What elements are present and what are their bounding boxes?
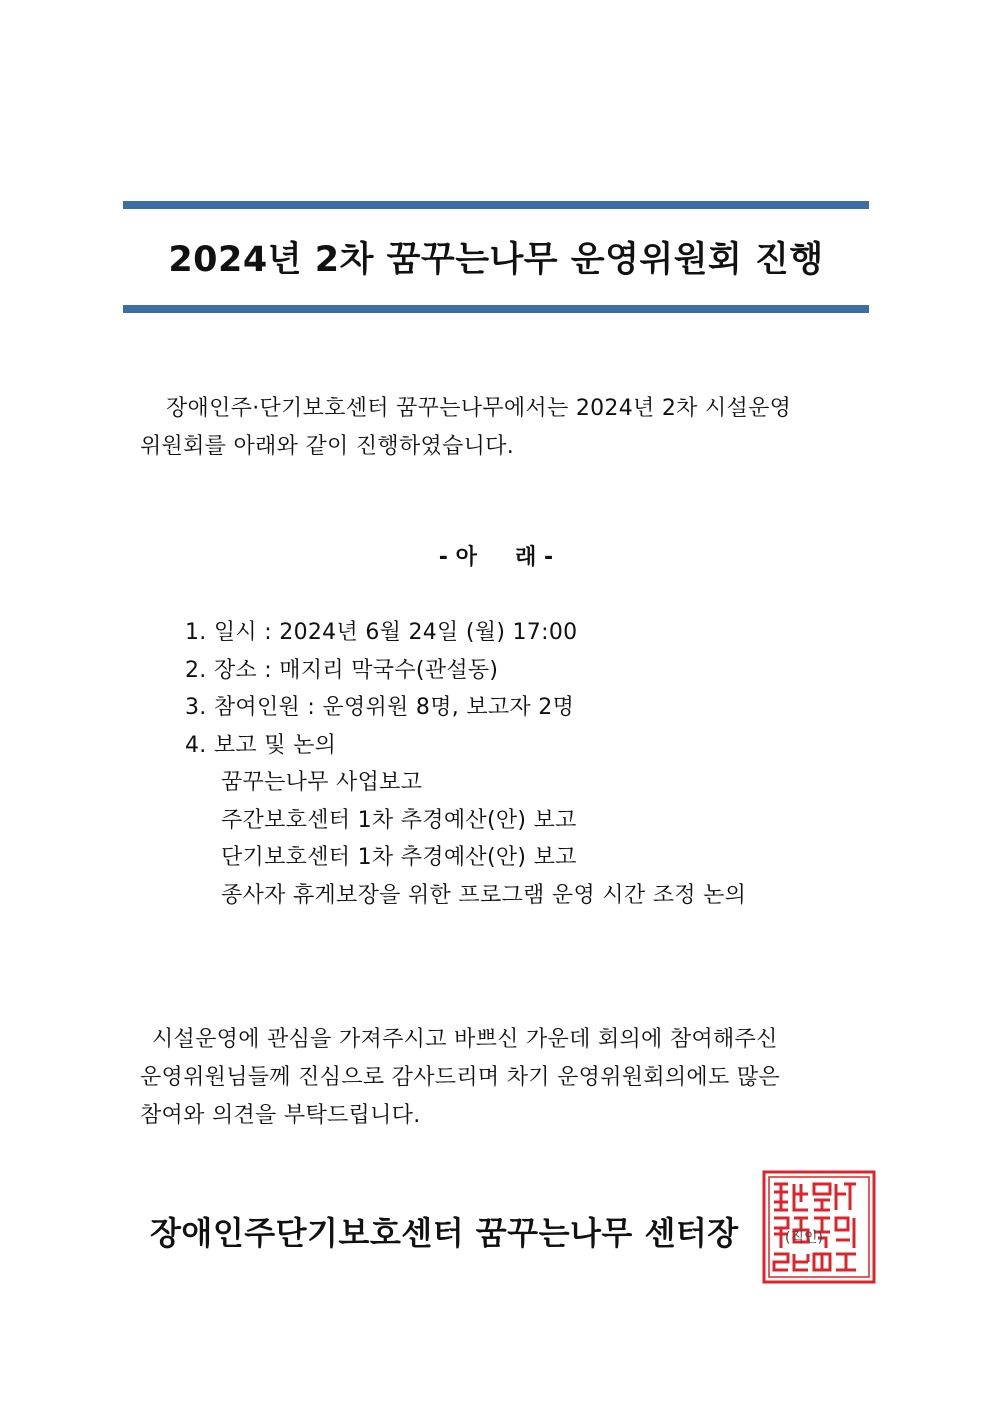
bottom-rule [123, 305, 869, 313]
agenda-item: 주간보호센터 1차 추경예산(안) 보고 [221, 807, 577, 833]
agenda-item: 꿈꾸는나무 사업보고 [221, 770, 423, 795]
list-item-date: 1. 일시 : 2024년 6월 24일 (월) 17:00 [185, 620, 578, 645]
intro-line-1: 장애인주·단기보호센터 꿈꾸는나무에서는 2024년 2차 시설운영 [166, 396, 792, 421]
signature-line: 장애인주단기보호센터 꿈꾸는나무 센터장 [150, 1214, 739, 1252]
closing-line-2: 운영위원님들께 진심으로 감사드리며 차기 운영위원회의에도 많은 [140, 1065, 780, 1090]
agenda-item: 단기보호센터 1차 추경예산(안) 보고 [221, 845, 577, 870]
seal-placeholder-text: (직인) [785, 1230, 823, 1246]
intro-line-2: 위원회를 아래와 같이 진행하였습니다. [140, 434, 515, 459]
closing-paragraph [140, 1021, 860, 1135]
agenda-item: 종사자 휴게보장을 위한 프로그램 운영 시간 조정 논의 [221, 882, 747, 908]
note-heading: - 아 래 - [438, 545, 554, 570]
details-list [185, 614, 885, 914]
top-rule [123, 201, 869, 209]
list-item-agenda: 4. 보고 및 논의 [185, 732, 337, 758]
page-title: 2024년 2차 꿈꾸는나무 운영위원회 진행 [168, 240, 824, 280]
intro-paragraph [140, 390, 860, 466]
list-item-place: 2. 장소 : 매지리 막국수(관설동) [185, 657, 499, 683]
list-item-attendees: 3. 참여인원 : 운영위원 8명, 보고자 2명 [185, 695, 575, 720]
closing-line-3: 참여와 의견을 부탁드립니다. [140, 1103, 421, 1128]
closing-line-1: 시설운영에 관심을 가져주시고 바쁘신 가운데 회의에 참여해주신 [152, 1027, 778, 1052]
